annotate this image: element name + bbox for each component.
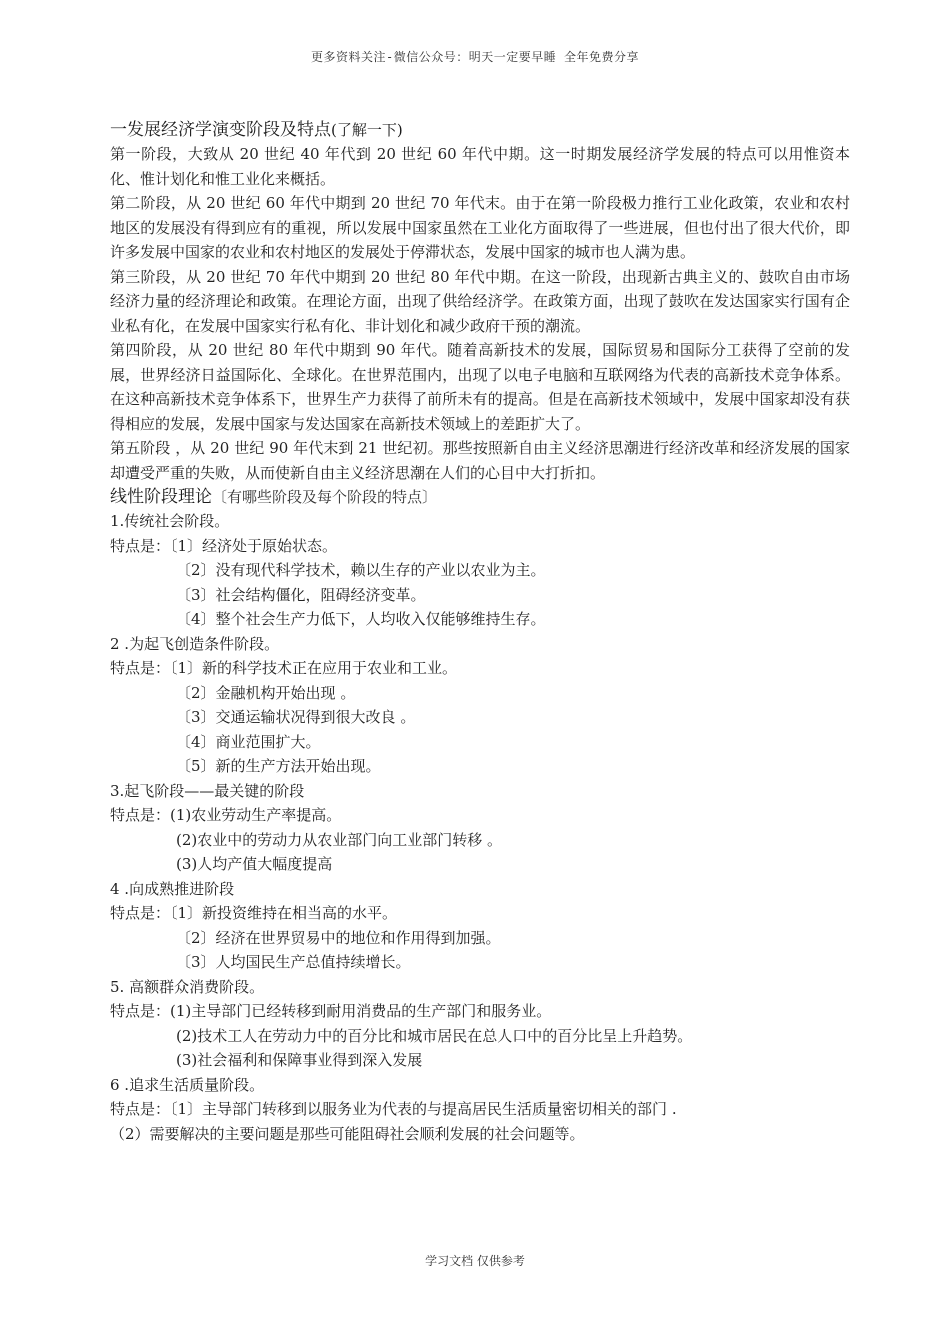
page-header: 更多资料关注-微信公众号：明天一定要早睡 全年免费分享: [311, 50, 639, 64]
stage-2-paragraph: 第二阶段，从 20 世纪 60 年代中期到 20 世纪 70 年代末。由于在第一阶段极力推行工业化政策，农业和农村地区的发展没有得到应有的重视，所以发展中国家虽然在工业化方面取得了一些进展，但也付出了很大代价，即许多发展中国家的农业和农村地区的发展处于停滞状态，发展中国家的城市也人满为患。: [110, 194, 850, 261]
feature-line: 〔3〕社会结构僵化，阻碍经济变革。: [176, 585, 426, 604]
feature-line: (2)农业中的劳动力从农业部门向工业部门转移 。: [176, 830, 503, 849]
stage-title: 5. 高额群众消费阶段。: [110, 977, 265, 996]
feature-line: 特点是：〔1〕新投资维持在相当高的水平。: [110, 904, 398, 922]
stage-title: 2 .为起飞创造条件阶段。: [110, 634, 280, 653]
feature-line: 〔3〕人均国民生产总值持续增长。: [176, 953, 411, 971]
feature-line: (3)社会福利和保障事业得到深入发展: [176, 1051, 423, 1069]
stage-title: 4 .向成熟推进阶段: [110, 879, 235, 898]
document-body: [110, 118, 850, 1146]
section1-title: 一发展经济学演变阶段及特点: [110, 120, 331, 140]
stage-title: 1.传统社会阶段。: [110, 512, 230, 530]
feature-line: 特点是：(1)主导部门已经转移到耐用消费品的生产部门和服务业。: [110, 1002, 552, 1020]
feature-line: 特点是：〔1〕经济处于原始状态。: [110, 536, 338, 555]
stage-3-paragraph: 第三阶段，从 20 世纪 70 年代中期到 20 世纪 80 年代中期。在这一阶段，出现新古典主义的、鼓吹自由市场经济力量的经济理论和政策。在理论方面，出现了供给经济学。在政策方面，出现了鼓吹在发达国家实行国有企业私有化，在发展中国家实行私有化、非计划化和减少政府干预的潮流。: [110, 267, 850, 335]
feature-line: 特点是：〔1〕主导部门转移到以服务业为代表的与提高居民生活质量密切相关的部门 .: [110, 1100, 677, 1118]
feature-line: 〔4〕整个社会生产力低下，人均收入仅能够维持生存。: [176, 610, 546, 628]
stage-title: 6 .追求生活质量阶段。: [110, 1075, 265, 1094]
feature-line: （2）需要解决的主要问题是那些可能阻碍社会顺利发展的社会问题等。: [110, 1124, 585, 1143]
feature-line: (2)技术工人在劳动力中的百分比和城市居民在总人口中的百分比呈上升趋势。: [176, 1026, 693, 1045]
stage-5-paragraph: 第五阶段 ，从 20 世纪 90 年代末到 21 世纪初。那些按照新自由主义经济思潮进行经济改革和经济发展的国家却遭受严重的失败，从而使新自由主义经济思潮在人们的心目中大打折扣。: [110, 439, 850, 482]
section2-title-note: 〔有哪些阶段及每个阶段的特点〕: [212, 488, 438, 506]
feature-line: 〔2〕经济在世界贸易中的地位和作用得到加强。: [176, 928, 501, 947]
linear-stage-list: [110, 509, 850, 1146]
section1-heading: [110, 118, 850, 142]
feature-line: 〔3〕交通运输状况得到很大改良 。: [176, 708, 416, 726]
feature-line: 特点是：(1)农业劳动生产率提高。: [110, 806, 342, 824]
section2-title: 线性阶段理论: [110, 487, 212, 507]
stage-title: 3.起飞阶段——最关键的阶段: [110, 781, 305, 800]
stage-1-paragraph: 第一阶段，大致从 20 世纪 40 年代到 20 世纪 60 年代中期。这一时期发展经济学发展的特点可以用惟资本化、惟计划化和惟工业化来概括。: [110, 145, 850, 188]
page-footer: 学习文档 仅供参考: [425, 1254, 525, 1268]
stage-4-paragraph: 第四阶段，从 20 世纪 80 年代中期到 90 年代。随着高新技术的发展，国际贸易和国际分工获得了空前的发展，世界经济日益国际化、全球化。在世界范围内，出现了以电子电脑和互联网络为代表的高新技术竞争体系。在这种高新技术竞争体系下，世界生产力获得了前所未有的提高。但是在高新技术领域中，发展中国家却没有获得相应的发展，发展中国家与发达国家在高新技术领域上的差距扩大了。: [110, 341, 850, 433]
feature-line: 〔5〕新的生产方法开始出现。: [176, 757, 381, 775]
feature-line: 〔2〕没有现代科学技术，赖以生存的产业以农业为主。: [176, 561, 546, 579]
feature-line: (3)人均产值大幅度提高: [176, 855, 333, 873]
feature-line: 特点是：〔1〕新的科学技术正在应用于农业和工业。: [110, 659, 458, 677]
section2-heading: [110, 485, 850, 509]
section1-title-note: (了解一下): [331, 121, 403, 139]
feature-line: 〔4〕商业范围扩大。: [176, 732, 321, 751]
feature-line: 〔2〕金融机构开始出现 。: [176, 683, 356, 702]
